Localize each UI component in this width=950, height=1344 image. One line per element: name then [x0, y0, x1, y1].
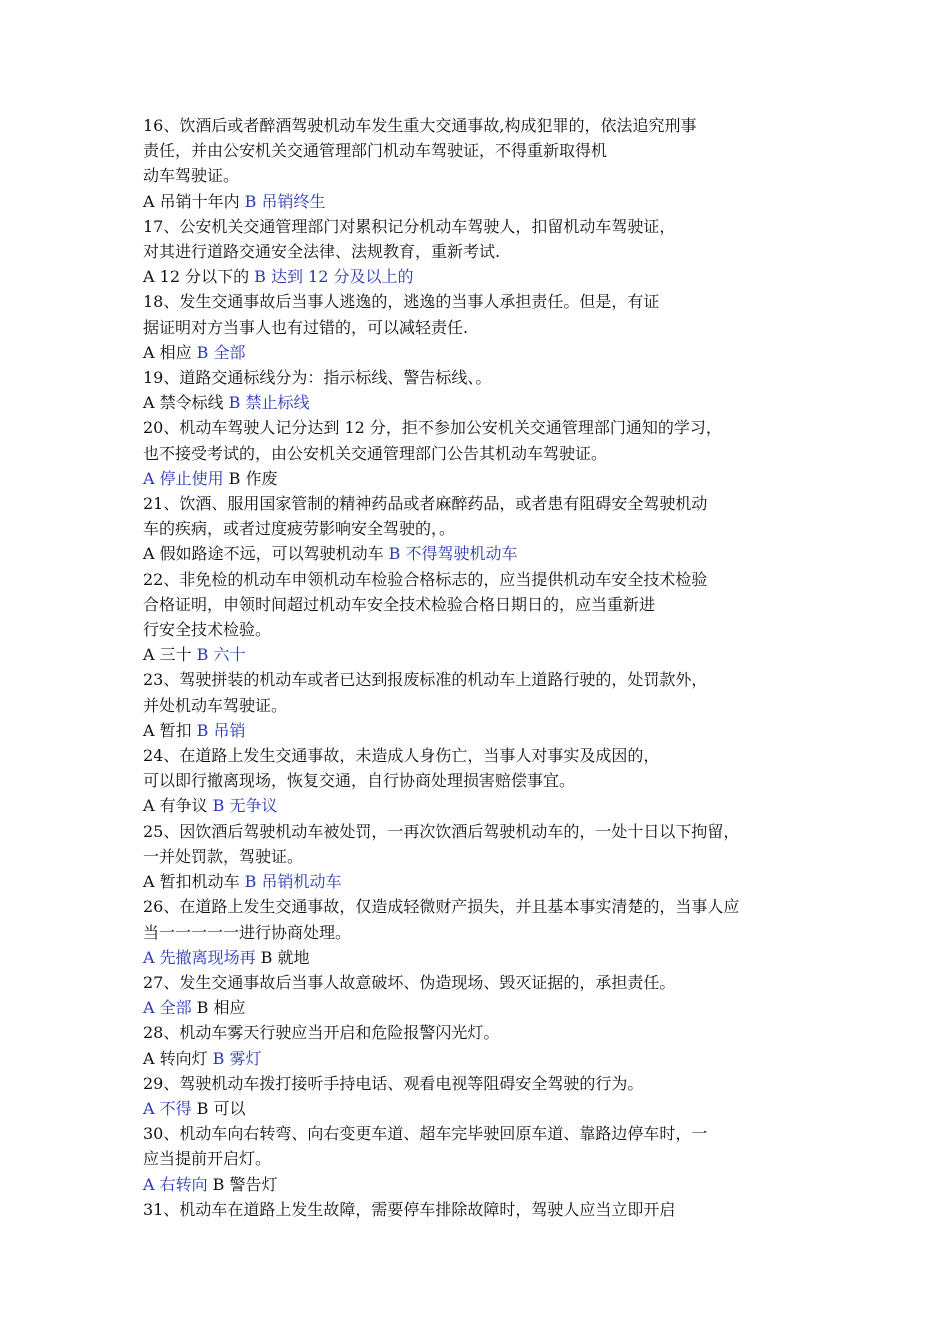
- option-b: B 吊销机动车: [244, 872, 342, 892]
- question-block: [143, 289, 833, 365]
- option-b: B 吊销终生: [244, 191, 326, 211]
- answer-options: [143, 189, 833, 214]
- question-list: [143, 113, 833, 1197]
- option-b: B 就地: [260, 947, 310, 967]
- option-a: A 暂扣机动车: [143, 872, 240, 892]
- option-b: B 禁止标线: [228, 393, 310, 413]
- question-text-line: 20、机动车驾驶人记分达到 12 分，拒不参加公安机关交通管理部门通知的学习，: [143, 418, 722, 438]
- question-block: [143, 667, 833, 743]
- option-a: A 禁令标线: [143, 393, 224, 413]
- option-b: B 警告灯: [212, 1174, 278, 1194]
- question-block: [143, 113, 833, 214]
- question-text-line: 当一一一一一进行协商处理。: [143, 922, 352, 942]
- option-a: A 不得: [143, 1098, 192, 1118]
- question-text-line: 车的疾病，或者过度疲劳影响安全驾驶的，。: [143, 519, 456, 539]
- question-text-line: 18、发生交通事故后当事人逃逸的，逃逸的当事人承担责任。但是，有证: [143, 292, 660, 312]
- option-b: B 无争议: [212, 796, 278, 816]
- answer-options: [143, 1046, 833, 1071]
- option-b: B 作废: [228, 468, 278, 488]
- question-block: [143, 567, 833, 668]
- question-text-line: 30、机动车向右转弯、向右变更车道、超车完毕驶回原车道、靠路边停车时，一: [143, 1124, 708, 1144]
- question-text-line: 并处机动车驾驶证。: [143, 695, 288, 715]
- option-b: B 达到 12 分及以上的: [254, 267, 414, 287]
- option-a: A 吊销十年内: [143, 191, 240, 211]
- question-text-line: 据证明对方当事人也有过错的，可以减轻责任.: [143, 317, 469, 337]
- question-text-line: 也不接受考试的，由公安机关交通管理部门公告其机动车驾驶证。: [143, 443, 608, 463]
- answer-options: [143, 340, 833, 365]
- option-a: A 有争议: [143, 796, 208, 816]
- option-b: B 相应: [196, 998, 246, 1018]
- document-page: [143, 113, 833, 1222]
- option-b: B 雾灯: [212, 1048, 262, 1068]
- question-block: [143, 214, 833, 290]
- question-text-line: 行安全技术检验。: [143, 620, 272, 640]
- option-a: A 右转向: [143, 1174, 208, 1194]
- question-block: [143, 1020, 833, 1070]
- answer-options: [143, 869, 833, 894]
- option-a: A 相应: [143, 342, 192, 362]
- question-text-line: 动车驾驶证。: [143, 166, 240, 186]
- option-b: B 全部: [196, 342, 246, 362]
- question-text-line: 23、驾驶拼装的机动车或者已达到报废标准的机动车上道路行驶的，处罚款外，: [143, 670, 708, 690]
- question-text-line: 21、饮酒、服用国家管制的精神药品或者麻醉药品，或者患有阻碍安全驾驶机动: [143, 494, 708, 514]
- option-a: A 12 分以下的: [143, 267, 250, 287]
- question-text-line: 可以即行撤离现场，恢复交通，自行协商处理损害赔偿事宜。: [143, 771, 576, 791]
- option-a: A 暂扣: [143, 720, 192, 740]
- option-b: B 吊销: [196, 720, 246, 740]
- question-text-line: 责任，并由公安机关交通管理部门机动车驾驶证，不得重新取得机: [143, 141, 608, 161]
- answer-options: [143, 1172, 833, 1197]
- option-b: B 不得驾驶机动车: [388, 544, 518, 564]
- answer-options: [143, 718, 833, 743]
- question-text-line: 对其进行道路交通安全法律、法规教育，重新考试.: [143, 242, 501, 262]
- question-text-line: 应当提前开启灯。: [143, 1149, 272, 1169]
- answer-options: [143, 390, 833, 415]
- question-block: [143, 970, 833, 1020]
- question-block: [143, 743, 833, 819]
- question-text-line: 22、非免检的机动车申领机动车检验合格标志的，应当提供机动车安全技术检验: [143, 569, 708, 589]
- question-text-line: 26、在道路上发生交通事故，仅造成轻微财产损失，并且基本事实清楚的，当事人应: [143, 897, 740, 917]
- question-text-line: 19、道路交通标线分为：指示标线、警告标线、。: [143, 368, 492, 388]
- question-block: [143, 415, 833, 491]
- option-a: A 停止使用: [143, 468, 224, 488]
- option-a: A 全部: [143, 998, 192, 1018]
- question-text-line: 一并处罚款，驾驶证。: [143, 846, 304, 866]
- question-block: [143, 894, 833, 970]
- option-a: A 假如路途不远，可以驾驶机动车: [143, 544, 384, 564]
- answer-options: [143, 995, 833, 1020]
- question-text-line: 28、机动车雾天行驶应当开启和危险报警闪光灯。: [143, 1023, 500, 1043]
- answer-options: [143, 541, 833, 566]
- option-a: A 转向灯: [143, 1048, 208, 1068]
- question-block: [143, 819, 833, 895]
- answer-options: [143, 945, 833, 970]
- question-text-line: 17、公安机关交通管理部门对累积记分机动车驾驶人，扣留机动车驾驶证，: [143, 216, 676, 236]
- question-block: [143, 365, 833, 415]
- answer-options: [143, 1096, 833, 1121]
- answer-options: [143, 264, 833, 289]
- option-b: B 六十: [196, 645, 246, 665]
- question-text-line: 29、驾驶机动车拨打接听手持电话、观看电视等阻碍安全驾驶的行为。: [143, 1073, 644, 1093]
- question-text-line: 24、在道路上发生交通事故，未造成人身伤亡，当事人对事实及成因的，: [143, 746, 660, 766]
- option-a: A 先撤离现场再: [143, 947, 256, 967]
- question-text-line: 31、机动车在道路上发生故障，需要停车排除故障时，驾驶人应当立即开启: [143, 1199, 676, 1219]
- question-block: [143, 1071, 833, 1121]
- option-b: B 可以: [196, 1098, 246, 1118]
- question-text-line: 27、发生交通事故后当事人故意破坏、伪造现场、毁灭证据的，承担责任。: [143, 972, 676, 992]
- question-text-line: 25、因饮酒后驾驶机动车被处罚，一再次饮酒后驾驶机动车的，一处十日以下拘留，: [143, 821, 740, 841]
- question-text-line: 合格证明，申领时间超过机动车安全技术检验合格日期日的，应当重新进: [143, 594, 656, 614]
- question-block: [143, 1121, 833, 1197]
- answer-options: [143, 793, 833, 818]
- option-a: A 三十: [143, 645, 192, 665]
- answer-options: [143, 466, 833, 491]
- question-text-line: 16、饮酒后或者醉酒驾驶机动车发生重大交通事故,构成犯罪的，依法追究刑事: [143, 116, 697, 135]
- answer-options: [143, 642, 833, 667]
- question-block: [143, 491, 833, 567]
